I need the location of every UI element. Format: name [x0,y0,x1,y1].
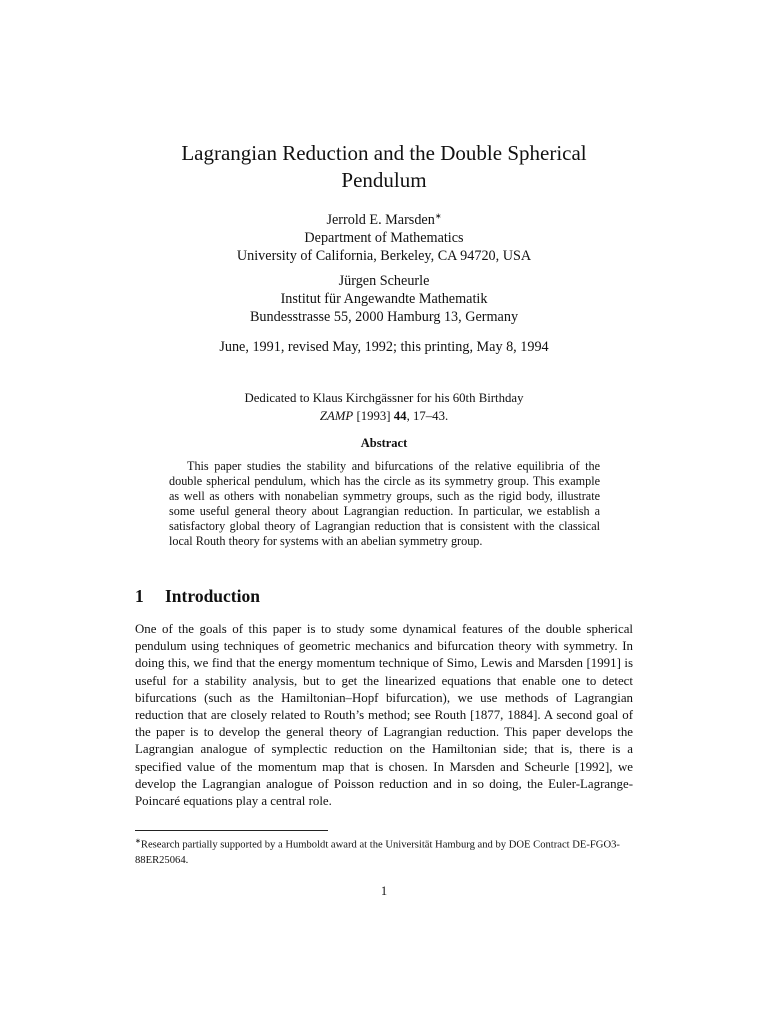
author-address: University of California, Berkeley, CA 94720, USA [236,248,532,264]
page-number: 1 [380,884,388,898]
footnote-text: Research partially supported by a Humboldt award at the Universität Hamburg and by DOE Contract DE-FGO3-88ER25064. [135,839,620,866]
section-heading [135,586,260,607]
footnote-divider [135,830,328,831]
author-name: Jerrold E. Marsden∗ [326,211,442,228]
paper-title [0,140,768,194]
abstract-heading: Abstract [360,436,408,450]
paper-date: June, 1991, revised May, 1992; this printing, May 8, 1994 [219,339,549,355]
dedication-text: Dedicated to Klaus Kirchgässner for his 60th Birthday [244,391,524,405]
author-affiliation: Department of Mathematics [304,230,464,246]
introduction-text: One of the goals of this paper is to study some dynamical features of the double spherical pendulum using techniques of geometric mechanics and bifurcation theory with symmetry. In doing this, we find that the energy momentum technique of Simo, Lewis and Marsden [1991] is useful for a stability analysis, but to get the linearized equations that enable one to detect bifurcations (such as the Hamiltonian–Hopf bifurcation), we use methods of Lagrangian reduction that are closely related to Routh’s method; see Routh [1877, 1884]. A second goal of the paper is to develop the general theory of Lagrangian reduction. This paper develops the Lagrangian analogue of symplectic reduction on the Hamiltonian side; that is, there is a specified value of the momentum map that is chosen. In Marsden and Scheurle [1992], we develop the Lagrangian analogue of Poisson reduction and in so doing, the Euler-Lagrange-Poincaré equations play a central role. [135,622,633,809]
author-block-2 [0,272,768,326]
author-name: Jürgen Scheurle [338,273,430,289]
footnote [135,834,633,868]
abstract-text: This paper studies the stability and bifurcations of the relative equilibria of the double spherical pendulum, which has the circle as its symmetry group. This example as well as others with nonabelian symmetry groups, such as the rigid body, illustrate some useful general theory about Lagrangian reduction. In particular, we establish a satisfactory global theory of Lagrangian reduction that is consistent with the classical local Routh theory for systems with an abelian symmetry group. [169,459,600,548]
author-address: Bundesstrasse 55, 2000 Hamburg 13, Germany [249,309,519,325]
footnote-marker: ∗ [135,837,141,845]
journal-citation: ZAMP [1993] 44, 17–43. [319,409,449,423]
section-title: Introduction [165,586,260,606]
section-number: 1 [135,586,144,606]
dedication-block [0,389,768,425]
author-block-1 [0,211,768,265]
title-line-2: Pendulum [341,168,427,192]
title-line-1: Lagrangian Reduction and the Double Spherical [181,141,587,165]
author-affiliation: Institut für Angewandte Mathematik [280,291,488,307]
footnote-marker: ∗ [434,211,442,221]
